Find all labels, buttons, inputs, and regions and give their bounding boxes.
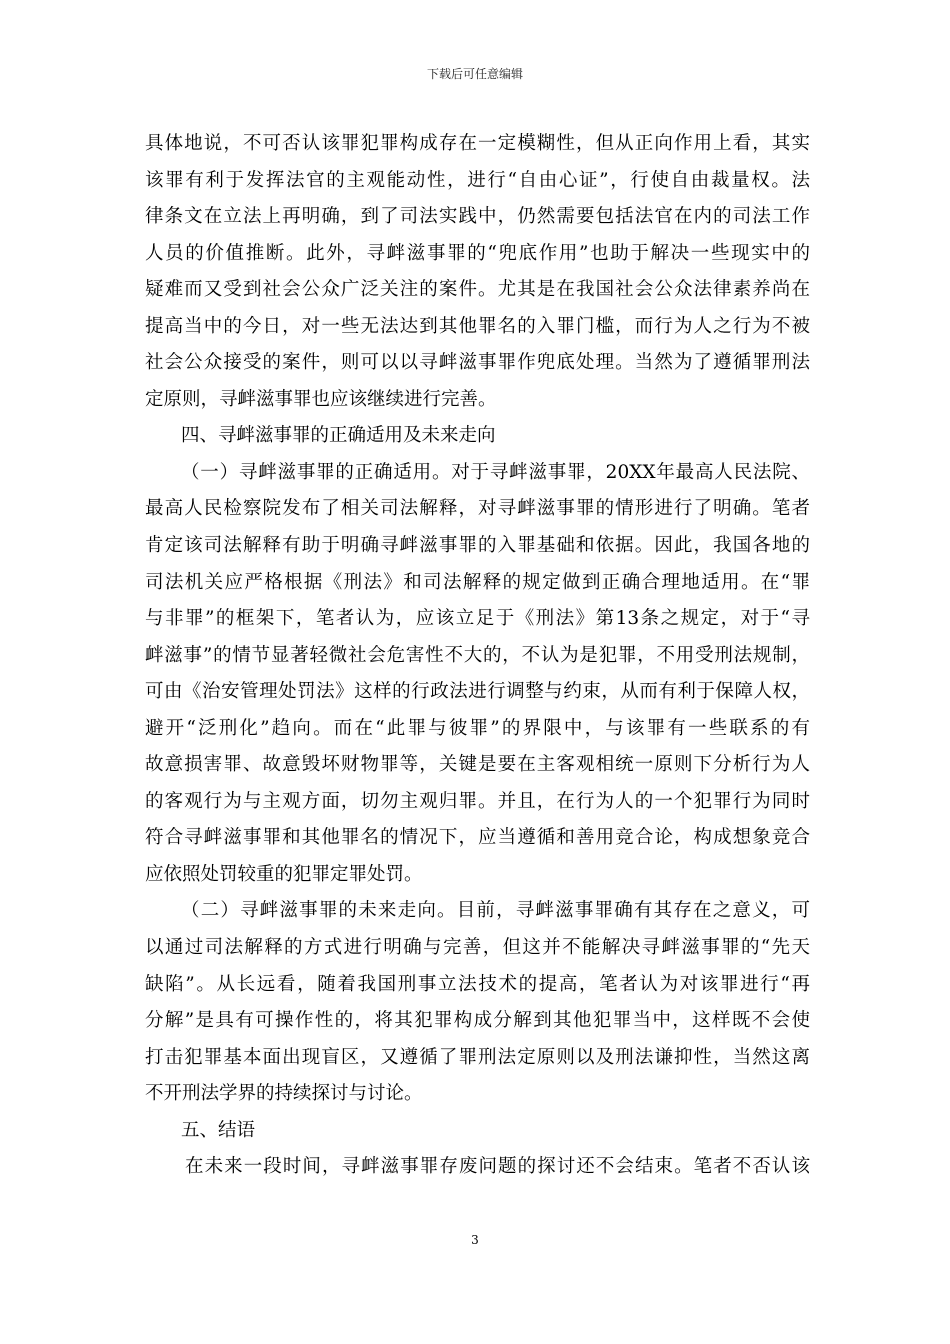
text-line: 四、寻衅滋事罪的正确适用及未来走向 [181, 425, 496, 447]
text-line: 分解”是具有可操作性的，将其犯罪构成分解到其他犯罪当中，这样既不会使 [145, 1010, 810, 1032]
text-line: 应依照处罚较重的犯罪定罪处罚。 [145, 863, 423, 885]
text-line: 司法机关应严格根据《刑法》和司法解释的规定做到正确合理地适用。在“罪 [145, 571, 810, 593]
page-number: 3 [471, 1233, 479, 1247]
text-line: 该罪有利于发挥法官的主观能动性，进行“自由心证”，行使自由裁量权。法 [145, 169, 810, 191]
text-line: 提高当中的今日，对一些无法达到其他罪名的入罪门槛，而行为人之行为不被 [145, 315, 810, 337]
document-body [145, 126, 810, 1186]
text-line: 律条文在立法上再明确，到了司法实践中，仍然需要包括法官在内的司法工作 [145, 206, 810, 228]
text-line: 在未来一段时间，寻衅滋事罪存废问题的探讨还不会结束。笔者不否认该 [185, 1156, 810, 1178]
text-line: 人员的价值推断。此外，寻衅滋事罪的“兜底作用”也助于解决一些现实中的 [145, 242, 810, 264]
text-line: 肯定该司法解释有助于明确寻衅滋事罪的入罪基础和依据。因此，我国各地的 [145, 535, 810, 557]
text-line: 以通过司法解释的方式进行明确与完善，但这并不能解决寻衅滋事罪的“先天 [145, 937, 810, 959]
text-line: 打击犯罪基本面出现盲区，又遵循了罪刑法定原则以及刑法谦抑性，当然这离 [145, 1046, 810, 1068]
text-line: 不开刑法学界的持续探讨与讨论。 [145, 1083, 423, 1105]
text-line: （二）寻衅滋事罪的未来走向。目前，寻衅滋事罪确有其存在之意义，可 [181, 900, 810, 922]
text-line: 避开“泛刑化”趋向。而在“此罪与彼罪”的界限中，与该罪有一些联系的有 [145, 717, 810, 739]
text-line: 五、结语 [181, 1119, 256, 1141]
text-line: （一）寻衅滋事罪的正确适用。对于寻衅滋事罪，20XX年最高人民法院、 [181, 461, 810, 483]
text-line: 的客观行为与主观方面，切勿主观归罪。并且，在行为人的一个犯罪行为同时 [145, 790, 810, 812]
text-line: 具体地说，不可否认该罪犯罪构成存在一定模糊性，但从正向作用上看，其实 [145, 133, 810, 154]
text-line: 社会公众接受的案件，则可以以寻衅滋事罪作兜底处理。当然为了遵循罪刑法 [145, 352, 810, 374]
text-line: 符合寻衅滋事罪和其他罪名的情况下，应当遵循和善用竞合论，构成想象竞合 [145, 827, 810, 849]
text-line: 可由《治安管理处罚法》这样的行政法进行调整与约束，从而有利于保障人权， [145, 681, 810, 703]
text-line: 最高人民检察院发布了相关司法解释，对寻衅滋事罪的情形进行了明确。笔者 [145, 498, 810, 520]
text-line: 与非罪”的框架下，笔者认为，应该立足于《刑法》第13条之规定，对于“寻 [145, 608, 810, 630]
text-line: 定原则，寻衅滋事罪也应该继续进行完善。 [145, 388, 497, 410]
text-line: 故意损害罪、故意毁坏财物罪等，关键是要在主客观相统一原则下分析行为人 [145, 754, 810, 776]
text-line: 衅滋事”的情节显著轻微社会危害性不大的，不认为是犯罪，不用受刑法规制， [145, 644, 810, 666]
page-header: 下载后可任意编辑 [426, 67, 523, 81]
text-line: 缺陷”。从长远看，随着我国刑事立法技术的提高，笔者认为对该罪进行“再 [145, 973, 810, 995]
text-line: 疑难而又受到社会公众广泛关注的案件。尤其是在我国社会公众法律素养尚在 [145, 279, 810, 301]
